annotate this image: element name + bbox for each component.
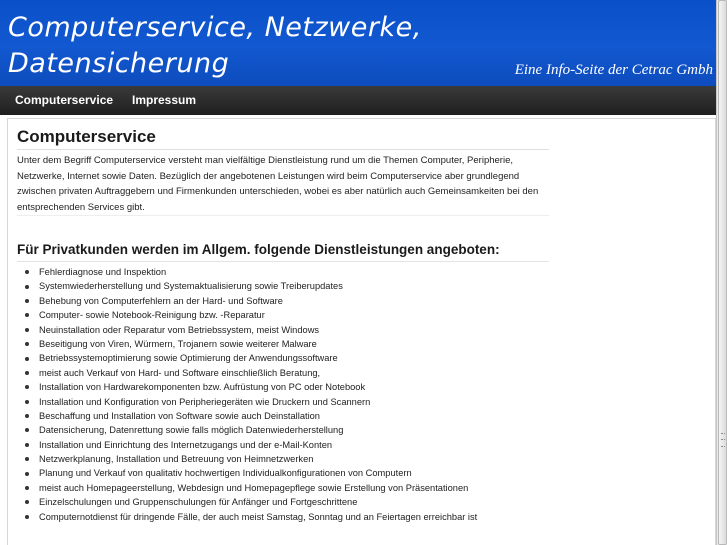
bullet-icon bbox=[25, 313, 29, 317]
bullet-icon bbox=[25, 472, 29, 476]
content-area bbox=[7, 118, 716, 545]
service-text: Betriebssystemoptimierung sowie Optimierung der Anwendungssoftware bbox=[39, 353, 338, 364]
intro-divider bbox=[17, 215, 549, 216]
list-item bbox=[17, 466, 477, 480]
bullet-icon bbox=[25, 457, 29, 461]
scrollbar-grip-icon bbox=[721, 433, 725, 447]
section-heading: Für Privatkunden werden im Allgem. folgende Dienstleistungen angeboten: bbox=[17, 242, 500, 257]
bullet-icon bbox=[25, 486, 29, 490]
list-item bbox=[17, 395, 477, 409]
list-item bbox=[17, 380, 477, 394]
service-text: meist auch Homepageerstellung, Webdesign und Homepagepflege sowie Erstellung von Präsentationen bbox=[39, 482, 469, 493]
list-item bbox=[17, 510, 477, 524]
service-text: Beseitigung von Viren, Würmern, Trojanern sowie weiterer Malware bbox=[39, 338, 317, 349]
service-text: Installation von Hardwarekomponenten bzw. Aufrüstung von PC oder Notebook bbox=[39, 382, 366, 393]
list-item bbox=[17, 423, 477, 437]
service-text: Fehlerdiagnose und Inspektion bbox=[39, 267, 167, 277]
bullet-icon bbox=[25, 500, 29, 504]
list-item bbox=[17, 337, 477, 351]
site-tagline: Eine Info-Seite der Cetrac Gmbh bbox=[514, 62, 713, 78]
services-list bbox=[17, 265, 477, 524]
list-item bbox=[17, 409, 477, 423]
vertical-scrollbar[interactable] bbox=[716, 0, 727, 545]
service-text: Beschaffung und Installation von Software sowie auch Deinstallation bbox=[39, 410, 320, 421]
intro-paragraph: Unter dem Begriff Computerservice versteht man vielfältige Dienstleistung rund um die Themen Computer, Peripherie, Netzwerke, Internet sowie Daten. Bezüglich der angebotenen Leistungen wird beim Computerservice aber grundlegend zwischen privaten Auftraggebern und Firmenkunden unterschieden, wobei es aber natürlich auch Gemeinsamkeiten bei den entsprechenden Services gibt. bbox=[17, 155, 539, 213]
bullet-icon bbox=[25, 299, 29, 303]
section-divider bbox=[17, 261, 549, 262]
service-text: Computer- sowie Notebook-Reinigung bzw. -Reparatur bbox=[39, 310, 265, 321]
bullet-icon bbox=[25, 328, 29, 332]
title-divider bbox=[17, 149, 549, 150]
bullet-icon bbox=[25, 443, 29, 447]
service-text: Installation und Konfiguration von Peripheriegeräten wie Druckern und Scannern bbox=[39, 396, 371, 407]
bullet-icon bbox=[25, 270, 29, 274]
service-text: Installation und Einrichtung des Internetzugangs und der e-Mail-Konten bbox=[39, 439, 333, 450]
bullet-icon bbox=[25, 371, 29, 375]
service-text: Einzelschulungen und Gruppenschulungen für Anfänger und Fortgeschrittene bbox=[39, 497, 358, 508]
nav-item-computerservice[interactable]: Computerservice bbox=[15, 93, 114, 107]
service-text: Neuinstallation oder Reparatur vom Betriebssystem, meist Windows bbox=[39, 324, 320, 335]
list-item bbox=[17, 438, 477, 452]
page-title: Computerservice bbox=[17, 127, 156, 146]
bullet-icon bbox=[25, 414, 29, 418]
list-item bbox=[17, 294, 477, 308]
service-text: meist auch Verkauf von Hard- und Software einschließlich Beratung, bbox=[39, 367, 321, 378]
list-item bbox=[17, 279, 477, 293]
list-item bbox=[17, 308, 477, 322]
service-text: Datensicherung, Datenrettung sowie falls möglich Datenwiederherstellung bbox=[39, 425, 344, 436]
main-navigation bbox=[0, 86, 716, 115]
list-item bbox=[17, 495, 477, 509]
bullet-icon bbox=[25, 515, 29, 519]
bullet-icon bbox=[25, 428, 29, 432]
site-header bbox=[0, 0, 727, 86]
nav-item-impressum[interactable]: Impressum bbox=[132, 93, 197, 107]
list-item bbox=[17, 452, 477, 466]
list-item bbox=[17, 366, 477, 380]
service-text: Computernotdienst für dringende Fälle, der auch meist Samstag, Sonntag und an Feiertagen erreichbar ist bbox=[39, 511, 478, 522]
bullet-icon bbox=[25, 342, 29, 346]
bullet-icon bbox=[25, 385, 29, 389]
service-text: Behebung von Computerfehlern an der Hard- und Software bbox=[39, 295, 283, 306]
site-title: Computerservice, Netzwerke, Datensicherung bbox=[8, 12, 422, 79]
bullet-icon bbox=[25, 357, 29, 361]
bullet-icon bbox=[25, 400, 29, 404]
scrollbar-thumb[interactable] bbox=[718, 0, 727, 545]
list-item bbox=[17, 323, 477, 337]
list-item bbox=[17, 265, 477, 279]
service-text: Systemwiederherstellung und Systemaktualisierung sowie Treiberupdates bbox=[39, 281, 343, 292]
list-item bbox=[17, 351, 477, 365]
list-item bbox=[17, 481, 477, 495]
service-text: Planung und Verkauf von qualitativ hochwertigen Individualkonfigurationen von Computern bbox=[39, 468, 412, 479]
bullet-icon bbox=[25, 285, 29, 289]
service-text: Netzwerkplanung, Installation und Betreuung von Heimnetzwerken bbox=[39, 454, 314, 465]
